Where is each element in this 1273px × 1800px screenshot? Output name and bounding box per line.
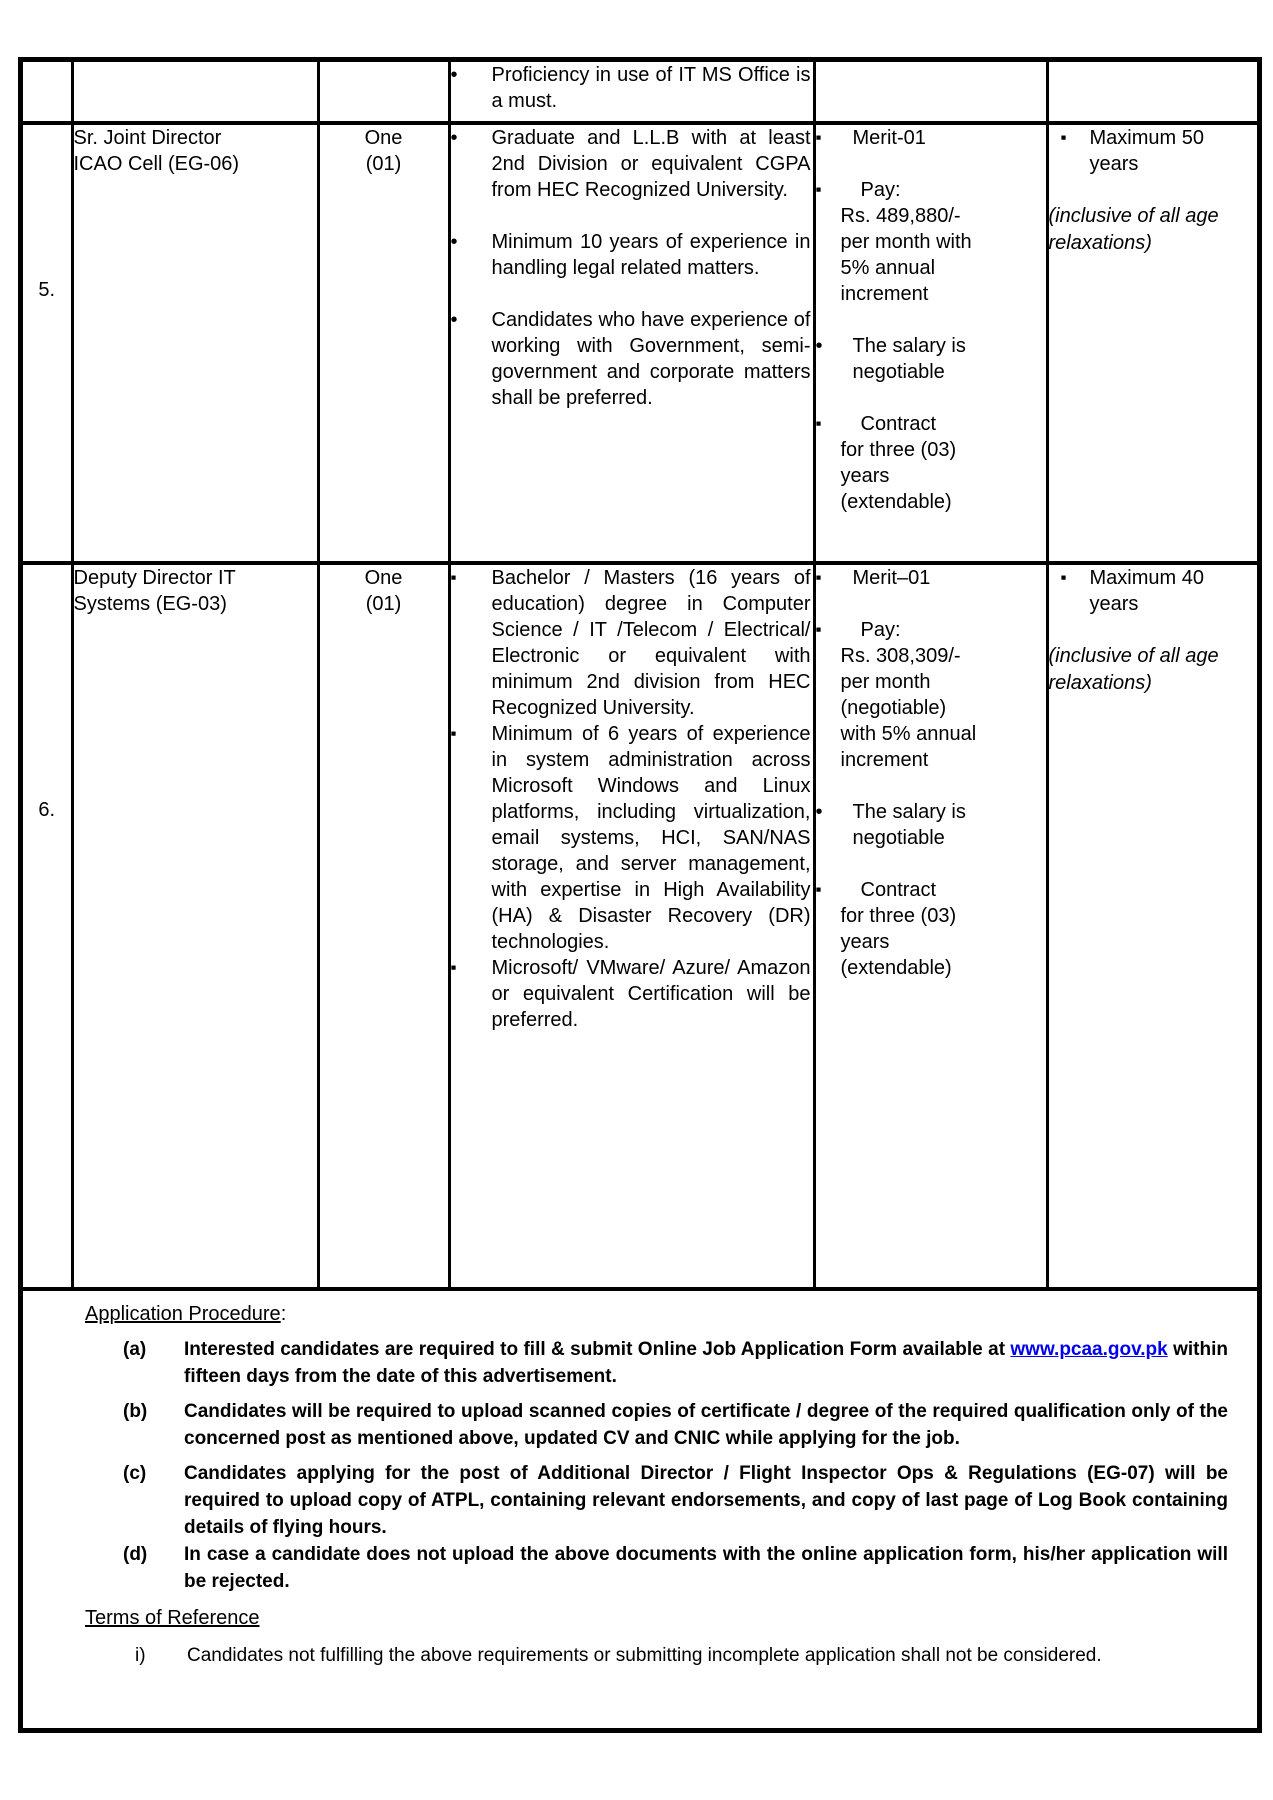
- advert-outer-box: [18, 57, 1262, 1733]
- bullet-icon: •: [450, 64, 458, 86]
- square-bullet-icon: ▪: [450, 724, 457, 743]
- square-bullet-icon: ▪: [450, 568, 457, 587]
- qualification-text: Bachelor / Masters (16 years of education) degree in Computer Science / IT /Telecom / Electrical/ Electronic or equivalent with minimum 2nd division from HEC Recognized University.: [491, 567, 811, 719]
- qualification-text: Graduate and L.L.B with at least 2nd Division or equivalent CGPA from HEC Recognized University.: [491, 127, 811, 201]
- terms-item-i: [23, 1642, 1228, 1669]
- merit-bullet: [816, 125, 1046, 151]
- bullet-icon: •: [815, 335, 823, 357]
- salary-bullet: [816, 799, 1046, 851]
- vacancies-table: [23, 62, 1257, 1291]
- item-label: i): [135, 1645, 146, 1666]
- salary-text: The salary is negotiable: [852, 801, 966, 849]
- serial-number: 5.: [38, 279, 56, 301]
- pay-label: Pay:: [860, 179, 901, 201]
- posts-count-number: (01): [365, 153, 402, 175]
- age-bullet: [1049, 125, 1258, 177]
- age-limit: Maximum 50 years: [1089, 127, 1204, 175]
- square-bullet-icon: ▪: [815, 414, 822, 433]
- pcaa-website-link[interactable]: www.pcaa.gov.pk: [1010, 1339, 1168, 1360]
- contract-bullet: [816, 877, 1046, 981]
- age-cell: [1047, 123, 1257, 563]
- item-text: Candidates applying for the post of Additional Director / Flight Inspector Ops & Regulations (EG-07) will be required to upload copy of ATPL, containing relevant endorsements, and copy of last page of Log Book containing details of flying hours.: [184, 1463, 1228, 1538]
- qualification-bullet: [451, 229, 813, 281]
- square-bullet-icon: ▪: [815, 880, 822, 899]
- serial-cell: [23, 123, 72, 563]
- application-procedure-section: [23, 1301, 1257, 1669]
- terms-of-reference-heading-text: Terms of Reference: [85, 1607, 260, 1629]
- square-bullet-icon: ▪: [1060, 568, 1067, 587]
- procedure-item-c: [23, 1460, 1228, 1541]
- item-label: (a): [123, 1339, 147, 1360]
- posts-cell: [318, 563, 449, 1289]
- qualification-bullet: [451, 565, 813, 721]
- item-label: (c): [123, 1463, 147, 1484]
- qualification-bullet: [451, 62, 813, 114]
- bullet-icon: •: [815, 801, 823, 823]
- contract-label: Contract: [860, 413, 937, 435]
- qualification-text: Proficiency in use of IT MS Office is a must.: [491, 64, 811, 112]
- item-label: (b): [123, 1401, 148, 1422]
- heading-colon: :: [280, 1303, 287, 1325]
- posts-count-word: One: [364, 127, 403, 149]
- serial-cell: [23, 62, 72, 123]
- square-bullet-icon: ▪: [815, 568, 822, 587]
- merit-text: Merit-01: [852, 127, 926, 149]
- pay-label: Pay:: [860, 619, 901, 641]
- pay-bullet: [816, 617, 1046, 773]
- bullet-icon: •: [450, 127, 458, 149]
- pay-bullet: [816, 177, 1046, 307]
- age-note: (inclusive of all age relaxations): [1048, 645, 1219, 694]
- pay-text: Rs. 489,880/- per month with 5% annual increment: [840, 205, 972, 305]
- posts-count-word: One: [364, 567, 403, 589]
- position-title: Sr. Joint Director ICAO Cell (EG-06): [73, 127, 240, 175]
- procedure-item-a: [23, 1336, 1228, 1390]
- item-text-before-link: Interested candidates are required to fill & submit Online Job Application Form available at: [184, 1339, 1011, 1360]
- qualification-bullet: [451, 307, 813, 411]
- procedure-item-d: [23, 1541, 1228, 1595]
- table-row: [23, 563, 1257, 1289]
- contract-text: for three (03) years (extendable): [840, 905, 957, 979]
- contract-text: for three (03) years (extendable): [840, 439, 957, 513]
- item-text-after-link: within fifteen days from the date of this advertisement.: [184, 1339, 1228, 1387]
- qualification-bullet: [451, 721, 813, 955]
- terms-cell: [814, 123, 1047, 563]
- position-cell: [72, 123, 318, 563]
- qualification-text: Candidates who have experience of working with Government, semi-government and corporate matters shall be preferred.: [491, 309, 811, 409]
- merit-bullet: [816, 565, 1046, 591]
- contract-label: Contract: [860, 879, 937, 901]
- position-title: Deputy Director IT Systems (EG-03): [73, 567, 236, 615]
- application-procedure-heading: [85, 1301, 1228, 1328]
- posts-cell: [318, 62, 449, 123]
- item-text: Candidates not fulfilling the above requirements or submitting incomplete application shall not be considered.: [187, 1645, 1102, 1666]
- age-note: (inclusive of all age relaxations): [1048, 205, 1219, 254]
- qualification-text: Minimum of 6 years of experience in system administration across Microsoft Windows and Linux platforms, including virtualization, email systems, HCI, SAN/NAS storage, and server management, with expertise in High Availability (HA) & Disaster Recovery (DR) technologies.: [491, 723, 811, 953]
- bullet-icon: •: [450, 231, 458, 253]
- terms-cell: [814, 563, 1047, 1289]
- square-bullet-icon: ▪: [815, 128, 822, 147]
- item-text: [184, 1336, 1228, 1390]
- table-row: [23, 123, 1257, 563]
- item-text: In case a candidate does not upload the above documents with the online application form, his/her application will be rejected.: [184, 1544, 1228, 1592]
- serial-number: 6.: [38, 799, 56, 821]
- qualification-cell: [449, 563, 814, 1289]
- age-cell: [1047, 563, 1257, 1289]
- salary-text: The salary is negotiable: [852, 335, 966, 383]
- age-bullet: [1049, 565, 1258, 617]
- square-bullet-icon: ▪: [1060, 128, 1067, 147]
- bullet-icon: •: [450, 309, 458, 331]
- qualification-bullet: [451, 955, 813, 1033]
- merit-text: Merit–01: [852, 567, 931, 589]
- application-procedure-heading-text: Application Procedure: [85, 1303, 281, 1325]
- salary-bullet: [816, 333, 1046, 385]
- terms-of-reference-heading: [85, 1605, 1228, 1632]
- qualification-bullet: [451, 125, 813, 203]
- position-cell: [72, 62, 318, 123]
- qualification-text: Minimum 10 years of experience in handling legal related matters.: [491, 231, 811, 279]
- posts-cell: [318, 123, 449, 563]
- item-label: (d): [123, 1544, 148, 1565]
- pay-text: Rs. 308,309/- per month (negotiable) with 5% annual increment: [840, 645, 977, 771]
- contract-bullet: [816, 411, 1046, 515]
- item-text: Candidates will be required to upload scanned copies of certificate / degree of the required qualification only of the concerned post as mentioned above, updated CV and CNIC while applying for the job.: [184, 1401, 1228, 1449]
- serial-cell: [23, 563, 72, 1289]
- qualification-text: Microsoft/ VMware/ Azure/ Amazon or equivalent Certification will be preferred.: [491, 957, 811, 1031]
- square-bullet-icon: ▪: [815, 180, 822, 199]
- terms-cell: [814, 62, 1047, 123]
- table-row: [23, 62, 1257, 123]
- position-cell: [72, 563, 318, 1289]
- qualification-cell: [449, 123, 814, 563]
- qualification-cell: [449, 62, 814, 123]
- posts-count-number: (01): [365, 593, 402, 615]
- age-cell: [1047, 62, 1257, 123]
- square-bullet-icon: ▪: [815, 620, 822, 639]
- square-bullet-icon: ▪: [450, 958, 457, 977]
- procedure-item-b: [23, 1398, 1228, 1452]
- age-limit: Maximum 40 years: [1089, 567, 1204, 615]
